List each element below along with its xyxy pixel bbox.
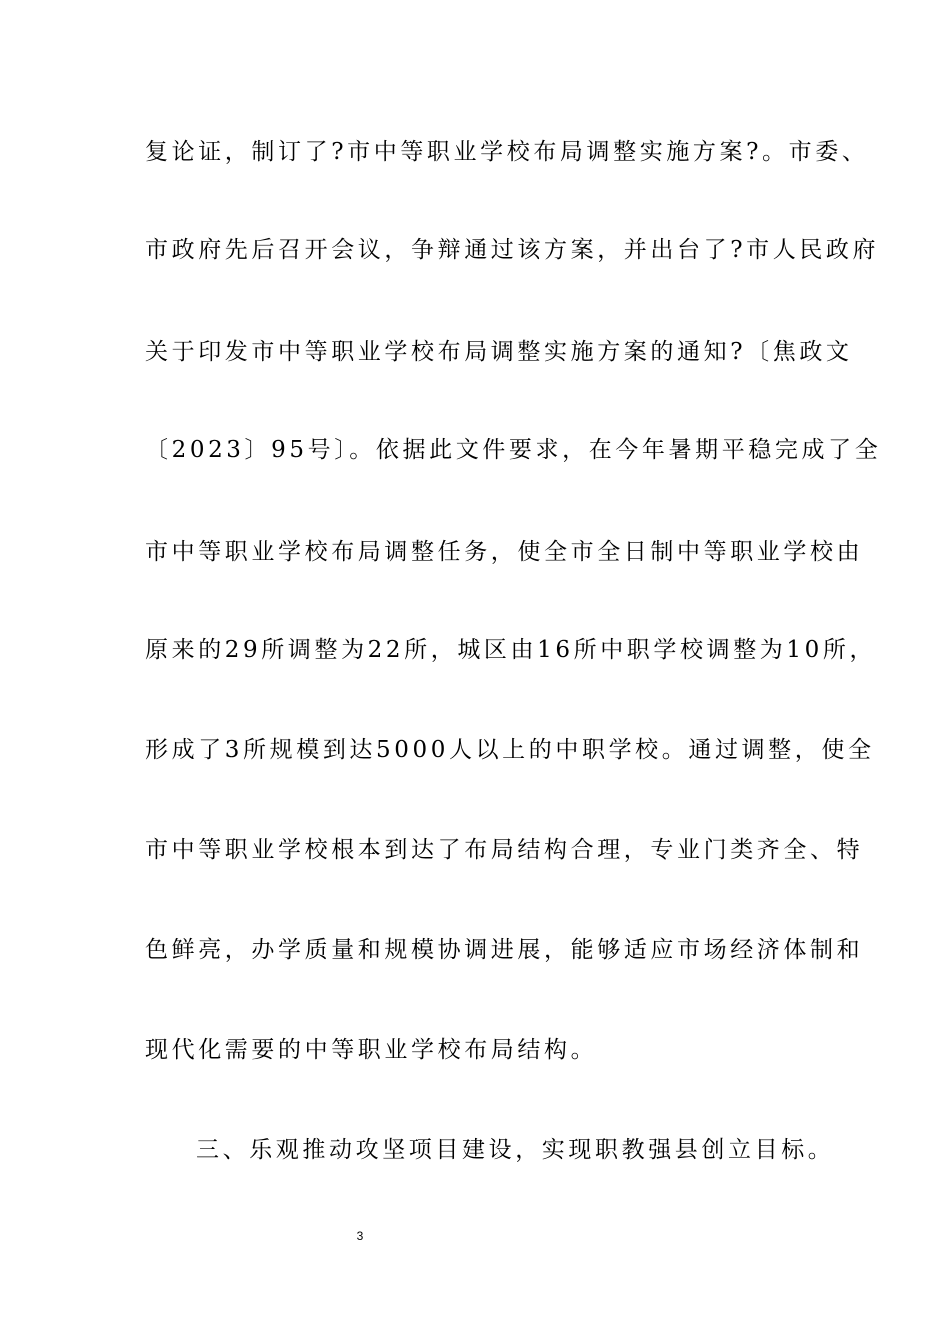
paragraph-line-7: 形成了3所规模到达5000人以上的中职学校。通过调整，使全 xyxy=(145,737,875,763)
paragraph-line-6: 原来的29所调整为22所，城区由16所中职学校调整为10所， xyxy=(145,637,877,663)
page-number: 3 xyxy=(356,1229,364,1243)
section-heading: 三、乐观推动攻坚项目建设，实现职教强县创立目标。 xyxy=(196,1137,835,1163)
paragraph-line-1: 复论证，制订了?市中等职业学校布局调整实施方案?。市委、 xyxy=(145,139,869,165)
paragraph-line-3: 关于印发市中等职业学校布局调整实施方案的通知?〔焦政文 xyxy=(145,339,853,365)
paragraph-line-10: 现代化需要的中等职业学校布局结构。 xyxy=(145,1037,598,1063)
paragraph-line-9: 色鲜亮，办学质量和规模协调进展，能够适应市场经济体制和 xyxy=(145,937,864,963)
paragraph-line-2: 市政府先后召开会议，争辩通过该方案，并出台了?市人民政府 xyxy=(145,237,880,263)
paragraph-line-5: 市中等职业学校布局调整任务，使全市全日制中等职业学校由 xyxy=(145,539,864,565)
paragraph-line-8: 市中等职业学校根本到达了布局结构合理，专业门类齐全、特 xyxy=(145,837,864,863)
paragraph-line-4: 〔2023〕95号〕。依据此文件要求，在今年暑期平稳完成了全 xyxy=(145,437,882,463)
